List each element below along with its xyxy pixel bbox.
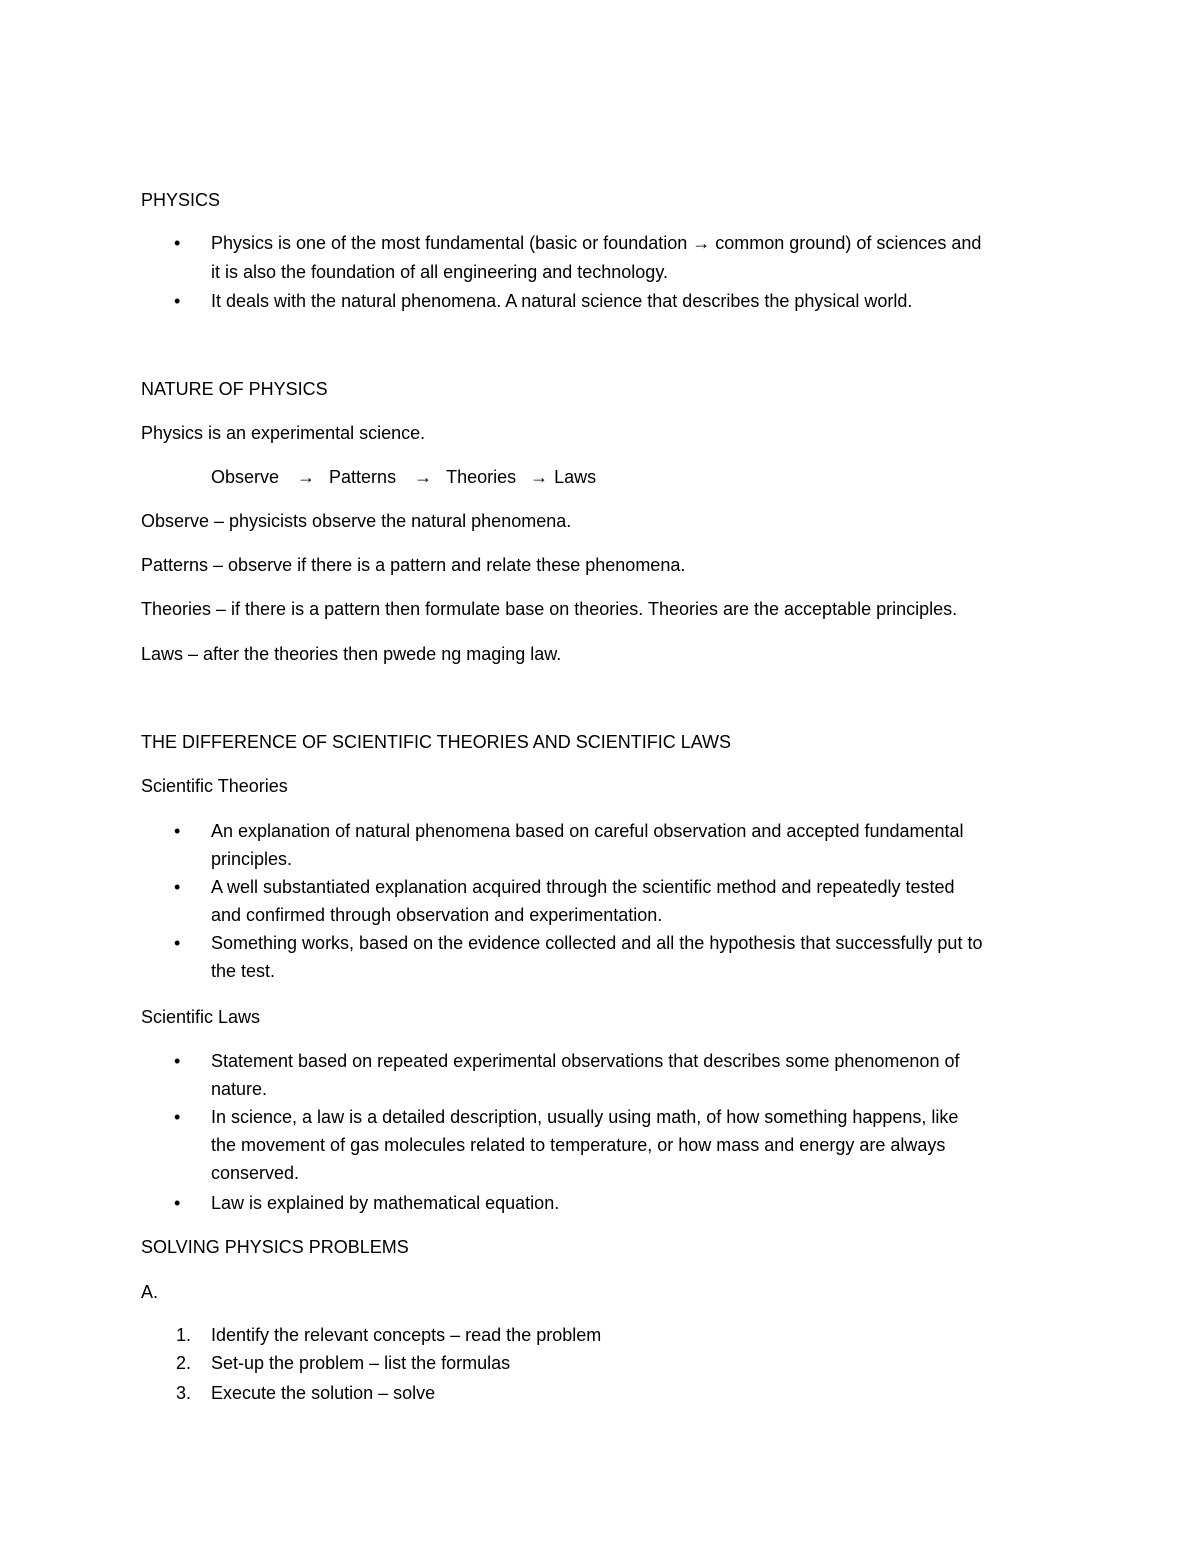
- bullet-icon: •: [174, 291, 181, 311]
- physics-bullet-1-line-2: it is also the foundation of all engineering and technology.: [211, 262, 668, 282]
- heading-nature-of-physics: NATURE OF PHYSICS: [141, 379, 328, 399]
- laws-bullet-3: Law is explained by mathematical equation.: [211, 1193, 560, 1213]
- arrow-right-icon: →: [297, 467, 316, 487]
- flow-step-patterns: Patterns: [329, 467, 397, 487]
- heading-solving-physics-problems: SOLVING PHYSICS PROBLEMS: [141, 1237, 409, 1257]
- bullet-icon: •: [174, 933, 181, 953]
- flow-step-laws: Laws: [554, 467, 597, 487]
- list-number: 3.: [176, 1383, 192, 1403]
- step-2: Set-up the problem – list the formulas: [211, 1353, 511, 1373]
- theories-bullet-2-line-2: and confirmed through observation and experimentation.: [211, 905, 663, 925]
- definition-theories: Theories – if there is a pattern then formulate base on theories. Theories are the acceptable principles.: [141, 599, 958, 619]
- bullet-icon: •: [174, 1107, 181, 1127]
- heading-difference: THE DIFFERENCE OF SCIENTIFIC THEORIES AND SCIENTIFIC LAWS: [141, 732, 732, 752]
- step-1: Identify the relevant concepts – read the problem: [211, 1325, 602, 1345]
- bullet-icon: •: [174, 821, 181, 841]
- list-number: 2.: [176, 1353, 192, 1373]
- flow-step-theories: Theories: [446, 467, 517, 487]
- heading-physics: PHYSICS: [141, 190, 221, 210]
- physics-bullet-1-line-1: Physics is one of the most fundamental (basic or foundation → common ground) of sciences and: [211, 233, 982, 253]
- theories-bullet-1-line-1: An explanation of natural phenomena based on careful observation and accepted fundamental: [211, 821, 964, 841]
- subheading-scientific-laws: Scientific Laws: [141, 1007, 261, 1027]
- laws-bullet-2-line-2: the movement of gas molecules related to temperature, or how mass and energy are always: [211, 1135, 946, 1155]
- theories-bullet-2-line-1: A well substantiated explanation acquired through the scientific method and repeatedly tested: [211, 877, 955, 897]
- bullet-icon: •: [174, 877, 181, 897]
- step-3: Execute the solution – solve: [211, 1383, 436, 1403]
- arrow-right-icon: →: [530, 467, 549, 487]
- laws-bullet-1-line-2: nature.: [211, 1079, 268, 1099]
- list-number: 1.: [176, 1325, 192, 1345]
- subheading-scientific-theories: Scientific Theories: [141, 776, 288, 796]
- arrow-right-icon: →: [414, 467, 433, 487]
- theories-bullet-3-line-1: Something works, based on the evidence collected and all the hypothesis that successfully put to: [211, 933, 983, 953]
- bullet-icon: •: [174, 233, 181, 253]
- nature-intro: Physics is an experimental science.: [141, 423, 426, 443]
- laws-bullet-2-line-3: conserved.: [211, 1163, 300, 1183]
- process-flow: [211, 465, 596, 489]
- subheading-a: A.: [141, 1282, 159, 1302]
- bullet-icon: •: [174, 1193, 181, 1213]
- theories-bullet-1-line-2: principles.: [211, 849, 293, 869]
- laws-bullet-1-line-1: Statement based on repeated experimental observations that describes some phenomenon of: [211, 1051, 960, 1071]
- definition-patterns: Patterns – observe if there is a pattern and relate these phenomena.: [141, 555, 686, 575]
- physics-bullet-2: It deals with the natural phenomena. A natural science that describes the physical world.: [211, 291, 913, 311]
- theories-bullet-3-line-2: the test.: [211, 961, 276, 981]
- laws-bullet-2-line-1: In science, a law is a detailed description, usually using math, of how something happens, like: [211, 1107, 959, 1127]
- definition-observe: Observe – physicists observe the natural phenomena.: [141, 511, 572, 531]
- flow-step-observe: Observe: [211, 467, 280, 487]
- definition-laws: Laws – after the theories then pwede ng maging law.: [141, 644, 562, 664]
- bullet-icon: •: [174, 1051, 181, 1071]
